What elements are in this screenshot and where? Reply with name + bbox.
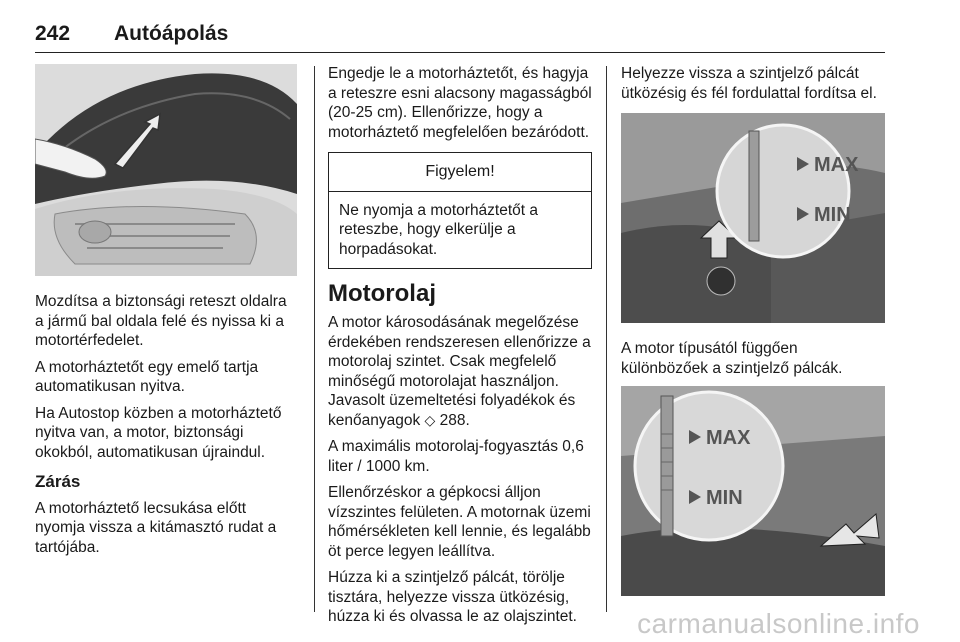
dipstick-max-label: MAX <box>814 154 859 176</box>
dipstick-photo-2 <box>621 386 885 596</box>
column-divider-2 <box>606 66 607 612</box>
dipstick-photo-1 <box>621 113 885 323</box>
paragraph: Húzza ki a szintjelző pálcát, törölje tisztára, helyezze vissza ütközésig, húzza ki és olvassa le az olajszintet. <box>328 569 577 625</box>
page-header <box>35 22 885 53</box>
paragraph: Helyezze vissza a szintjelző pálcát ütközésig és fél fordulattal fordítsa el. <box>621 65 877 102</box>
column-3 <box>621 64 887 596</box>
warning-body: Ne nyomja a motorháztetőt a reteszbe, hogy elkerülje a horpadásokat. <box>339 201 539 258</box>
paragraph: Mozdítsa a biztonsági reteszt oldalra a jármű bal oldala felé és nyissa ki a motortérfedelet. <box>35 293 287 349</box>
paragraph: Engedje le a motorháztetőt, és hagyja a reteszre esni alacsony magasságból (20-25 cm). Ellenőrizze, hogy a motorháztető megfelelően bezáródott. <box>328 65 592 141</box>
page-reference-link[interactable]: 288. <box>439 411 470 429</box>
column-2 <box>328 64 592 634</box>
paragraph: Ellenőrzéskor a gépkocsi álljon vízszintes felületen. A motornak üzemi hőmérsékleten kell lennie, és legalább öt perce legyen leállítva. <box>328 484 591 560</box>
dipstick-min-label: MIN <box>706 487 743 509</box>
subheading-closing: Zárás <box>35 472 81 491</box>
column-1 <box>35 64 297 564</box>
paragraph: A motorháztető lecsukása előtt nyomja vissza a kitámasztó rudat a tartójába. <box>35 499 277 556</box>
warning-title: Figyelem! <box>329 153 591 192</box>
paragraph: A motor típusától függően különbözőek a szintjelző pálcák. <box>621 340 843 377</box>
page-number: 242 <box>35 22 71 45</box>
dipstick-max-label: MAX <box>706 427 751 449</box>
hood-release-photo <box>35 64 297 276</box>
column-divider-1 <box>314 66 315 612</box>
dipstick-min-label: MIN <box>814 204 851 226</box>
paragraph: A maximális motorolaj-fogyasztás 0,6 liter / 1000 km. <box>328 438 584 475</box>
paragraph: A motorháztetőt egy emelő tartja automatikusan nyitva. <box>35 358 259 395</box>
warning-box <box>328 152 592 269</box>
page-reference-icon: ◇ <box>424 411 436 428</box>
paragraph: Ha Autostop közben a motorháztető nyitva van, a motor, biztonsági okokból, automatikusan újraindul. <box>35 404 282 461</box>
section-title: Motorolaj <box>328 280 436 307</box>
paragraph: A motor károsodásának megelőzése érdekében rendszeresen ellenőrizze a motorolaj szintet. Csak megfelelő minőségű motorolajat használjon. Javasolt üzemeltetési folyadékok és kenőanyagok ◇ 288. <box>328 314 591 429</box>
watermark: carmanualsonline.info <box>637 608 920 639</box>
page-title: Autóápolás <box>114 22 229 45</box>
